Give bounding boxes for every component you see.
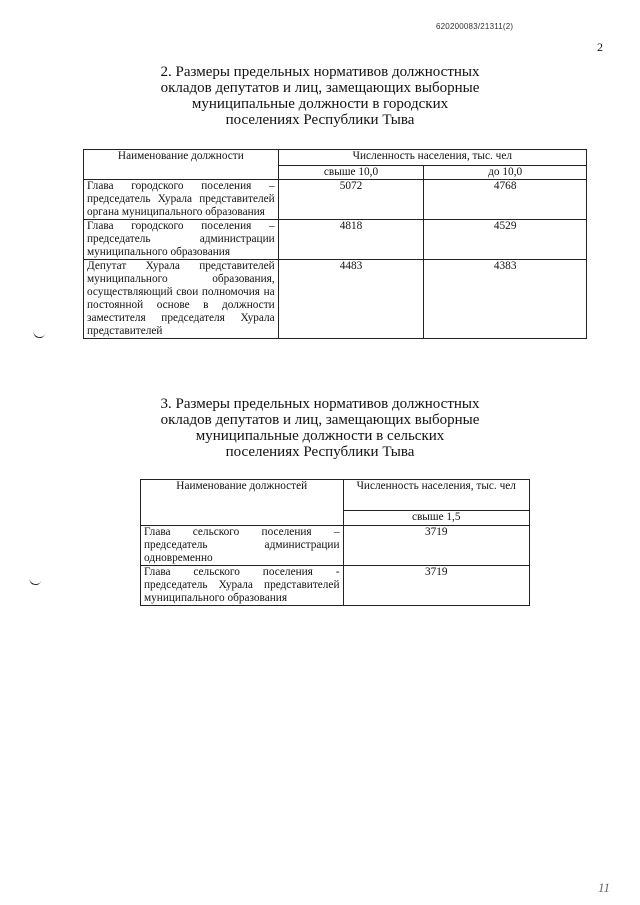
page-number: 2 <box>597 40 603 54</box>
subheader-over: свыше 1,5 <box>343 511 530 526</box>
table-row <box>84 260 587 339</box>
handwritten-sheet-number: 11 <box>598 880 611 895</box>
value-cell: 5072 <box>278 180 424 220</box>
value-cell: 3719 <box>343 526 530 566</box>
position-cell: Глава сельского поселения - председатель Хурала представителей муниципального образования <box>141 566 344 606</box>
subheader-over: свыше 10,0 <box>278 166 424 180</box>
position-cell: Глава городского поселения – председатель администрации муниципального образования <box>84 220 279 260</box>
rural-salary-table <box>140 479 530 606</box>
table-row <box>84 180 587 220</box>
section-3-heading <box>110 396 530 460</box>
column-header-position: Наименование должностей <box>141 480 344 526</box>
position-cell: Глава городского поселения – председатель Хурала представителей органа муниципального образования <box>84 180 279 220</box>
value-cell: 4529 <box>424 220 587 260</box>
margin-pen-mark <box>28 577 41 586</box>
value-cell: 4768 <box>424 180 587 220</box>
subheader-upto: до 10,0 <box>424 166 587 180</box>
value-cell: 4483 <box>278 260 424 339</box>
urban-salary-table <box>83 149 587 339</box>
column-header-population: Численность населения, тыс. чел <box>343 480 530 511</box>
heading-line: поселениях Республики Тыва <box>225 112 415 128</box>
heading-line: 3. Размеры предельных нормативов должностных <box>160 396 480 412</box>
table-row <box>141 566 530 606</box>
heading-line: муниципальные должности в городских <box>191 96 449 112</box>
section-2-heading <box>110 64 530 128</box>
column-header-position: Наименование должности <box>84 150 279 180</box>
margin-pen-mark <box>32 330 45 339</box>
value-cell: 3719 <box>343 566 530 606</box>
table-row <box>84 220 587 260</box>
heading-line: муниципальные должности в сельских <box>195 428 445 444</box>
heading-line: окладов депутатов и лиц, замещающих выборные <box>160 412 480 428</box>
column-header-population: Численность населения, тыс. чел <box>278 150 586 166</box>
heading-line: окладов депутатов и лиц, замещающих выборные <box>160 80 480 96</box>
document-code: 620200083/21311(2) <box>436 22 514 31</box>
heading-line: 2. Размеры предельных нормативов должностных <box>160 64 480 80</box>
value-cell: 4818 <box>278 220 424 260</box>
position-cell: Глава сельского поселения – председатель администрации одновременно <box>141 526 344 566</box>
heading-line: поселениях Республики Тыва <box>225 444 415 460</box>
value-cell: 4383 <box>424 260 587 339</box>
table-row <box>141 526 530 566</box>
position-cell: Депутат Хурала представителей муниципального образования, осуществляющий свои полномочия на постоянной основе в должности заместителя председателя Хурала представителей <box>84 260 279 339</box>
